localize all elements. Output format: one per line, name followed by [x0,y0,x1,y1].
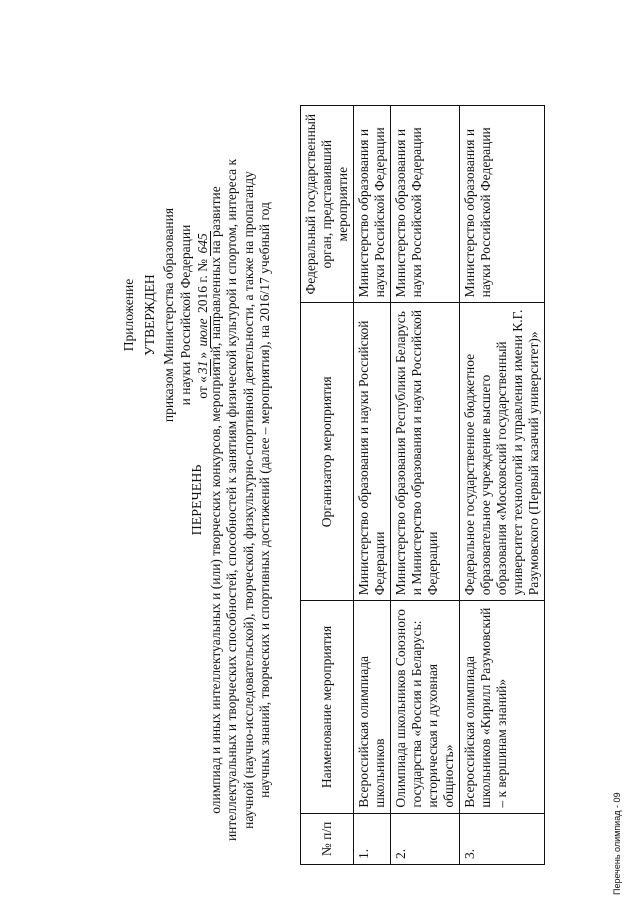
table-row [460,106,545,865]
date-day: 31 [195,360,210,375]
table-row [391,106,460,865]
order-line-1: приказом Министерства образования [161,207,176,423]
date-prefix: от « [195,376,210,399]
document-description: олимпиад и иных интеллектуальных и (или) творческих конкурсов, мероприятий, направленных на развитие интеллектуальных и творческих способностей, способностей к занятиям физической культурой и спортом, интереса к научной (научно-исследовательской), творческой, физкультурно-спортивной деятельности, а также на пропаганду научных знаний, творческих и спортивных достижений (далее – мероприятия), на 2016/17 учебный год [207,158,272,842]
header-federal: Федеральный государственный орган, представивший мероприятие [301,106,354,303]
row-organizer: Министерство образования и науки Российской Федерации [354,303,391,601]
row-organizer: Министерство образования Республики Беларусь и Министерство образования и науки Российской Федерации [391,303,460,601]
document-heading [190,145,274,855]
row-organizer: Федеральное государственное бюджетное образовательное учреждение высшего образования «Московский государственный университет технологий и управления имени К.Г. Разумовского (Первый казачий университет)» [460,303,545,601]
date-year: 2016 г. № [195,255,210,317]
order-number: 645 [195,233,210,254]
row-federal: Министерство образования и науки Российской Федерации [354,106,391,303]
date-mid: » [195,348,210,359]
row-num: 2. [391,813,460,864]
row-name: Всероссийская олимпиада школьников «Кирилл Разумовский – к вершинам знаний» [460,601,545,813]
header-name: Наименование мероприятия [301,601,354,813]
order-line-2: и науки Российской Федерации [178,224,193,406]
row-num: 3. [460,813,545,864]
page-footer: Перечень олимпиад - 09 [612,792,622,895]
row-name: Олимпиада школьников Союзного государства «Россия и Беларусь: историческая и духовная общность» [391,601,460,813]
appendix-label: Приложение [121,278,136,352]
row-num: 1. [354,813,391,864]
date-month: июле [195,318,210,347]
row-federal: Министерство образования и науки Российской Федерации [460,106,545,303]
row-name: Всероссийская олимпиада школьников [354,601,391,813]
table-header-row [301,106,354,865]
document-title: ПЕРЕЧЕНЬ [190,464,205,536]
events-table [300,105,545,865]
table-row [354,106,391,865]
row-federal: Министерство образования и науки Российской Федерации [391,106,460,303]
header-num: № п/п [301,813,354,864]
header-organizer: Организатор мероприятия [301,303,354,601]
approved-label: УТВЕРЖДЕН [142,274,157,356]
